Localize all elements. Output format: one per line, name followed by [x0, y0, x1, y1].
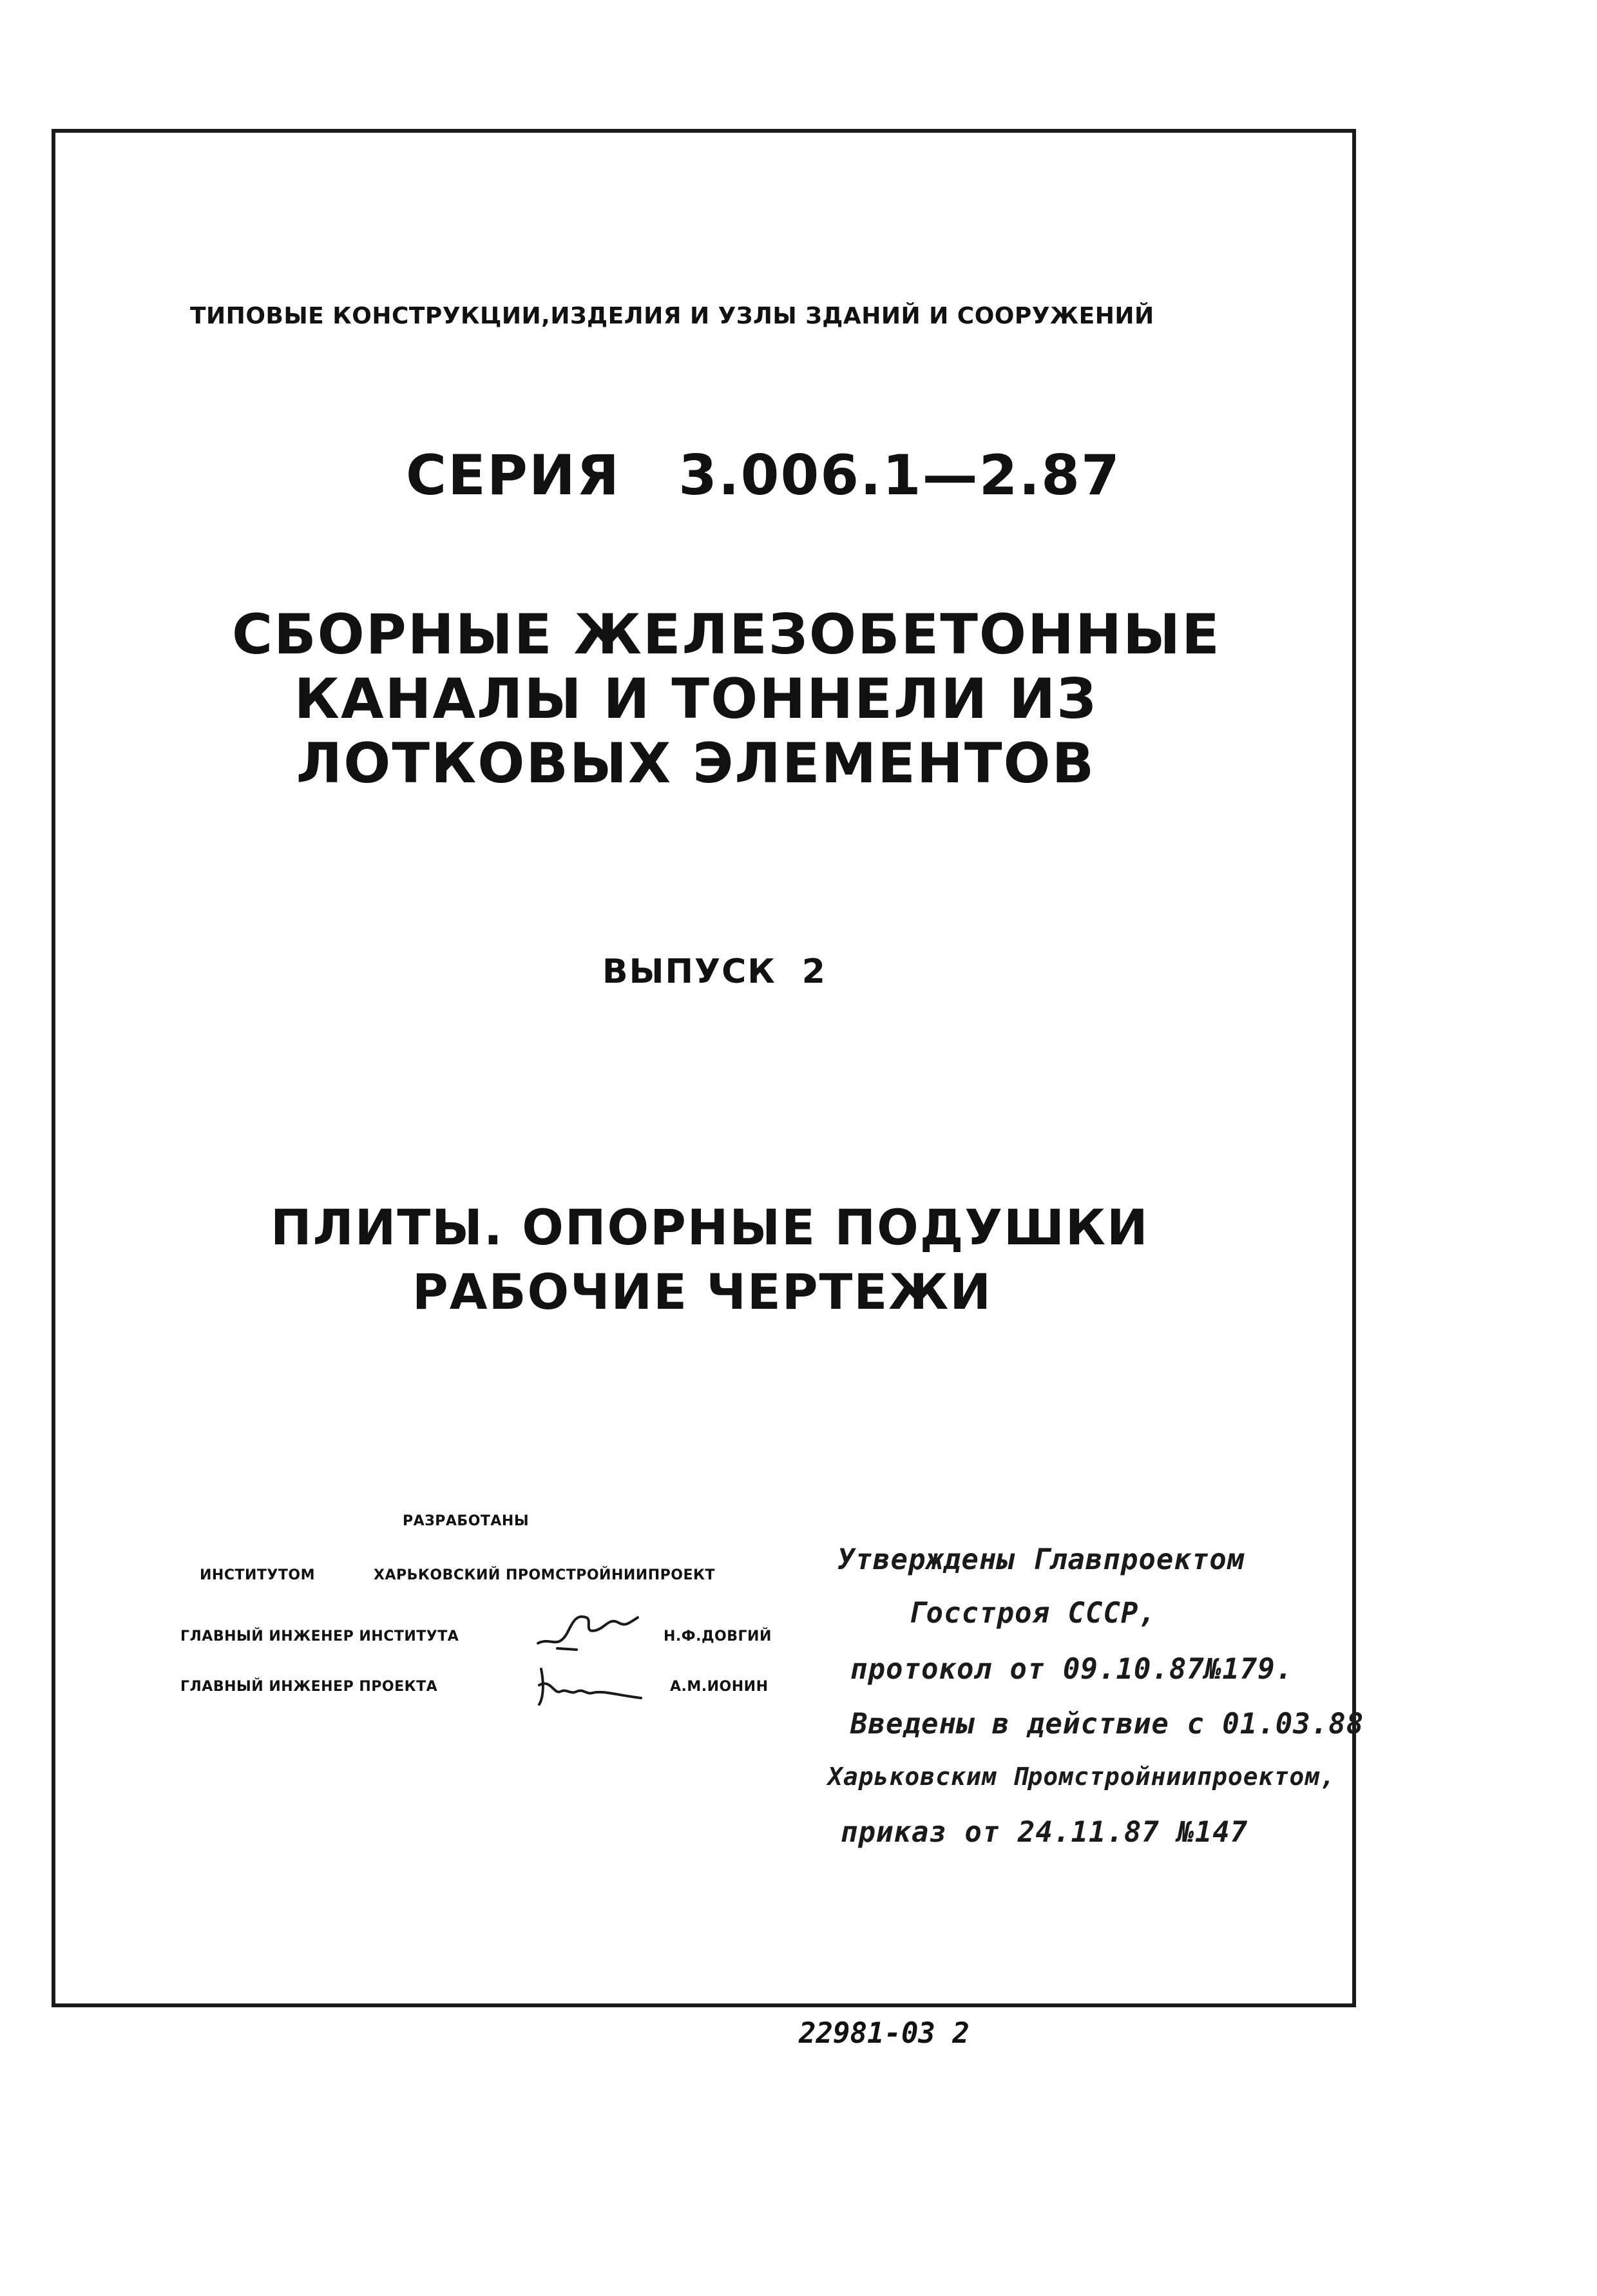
document-number: 22981-03 2 — [799, 2017, 970, 2050]
series-line — [406, 443, 1121, 508]
series-label: СЕРИЯ — [406, 443, 621, 508]
issue-line — [602, 952, 827, 991]
series-number: 3.006.1—2.87 — [678, 443, 1121, 508]
signature-chief-project — [531, 1659, 654, 1711]
subtitle-line-1: ПЛИТЫ. ОПОРНЫЕ ПОДУШКИ — [271, 1199, 1149, 1256]
approval-line-1: Утверждены Главпроектом — [837, 1543, 1245, 1576]
developed-institute-label: ИНСТИТУТОМ — [200, 1567, 315, 1583]
approval-line-4: Введены в действие с 01.03.88 — [850, 1708, 1364, 1741]
approval-line-6: приказ от 24.11.87 №147 — [841, 1816, 1248, 1849]
title-line-3: ЛОТКОВЫХ ЭЛЕМЕНТОВ — [296, 731, 1096, 796]
chief-engineer-institute-name: Н.Ф.ДОВГИЙ — [664, 1628, 772, 1645]
developed-institute-name: ХАРЬКОВСКИЙ ПРОМСТРОЙНИИПРОЕКТ — [374, 1567, 715, 1583]
approval-line-2: Госстроя СССР, — [908, 1597, 1156, 1630]
document-title — [232, 603, 1221, 796]
issue-label: ВЫПУСК — [602, 952, 776, 991]
signature-chief-institute — [531, 1598, 654, 1656]
document-category: ТИПОВЫЕ КОНСТРУКЦИИ,ИЗДЕЛИЯ И УЗЛЫ ЗДАНИЙ И СООРУЖЕНИЙ — [190, 303, 1154, 329]
chief-engineer-project-label: ГЛАВНЫЙ ИНЖЕНЕР ПРОЕКТА — [180, 1679, 438, 1695]
subtitle-line-2: РАБОЧИЕ ЧЕРТЕЖИ — [412, 1263, 992, 1320]
chief-engineer-institute-label: ГЛАВНЫЙ ИНЖЕНЕР ИНСТИТУТА — [180, 1628, 459, 1645]
title-line-1: СБОРНЫЕ ЖЕЛЕЗОБЕТОННЫЕ — [232, 603, 1221, 667]
approval-line-5: Харьковским Промстройниипроектом, — [828, 1762, 1335, 1791]
approval-line-3: протокол от 09.10.87№179. — [850, 1653, 1294, 1686]
chief-engineer-project-name: А.М.ИОНИН — [670, 1679, 769, 1695]
title-line-2: КАНАЛЫ И ТОННЕЛИ ИЗ — [294, 667, 1098, 731]
developed-title: РАЗРАБОТАНЫ — [403, 1513, 530, 1529]
document-subtitle — [271, 1195, 1149, 1324]
issue-number: 2 — [801, 952, 827, 991]
